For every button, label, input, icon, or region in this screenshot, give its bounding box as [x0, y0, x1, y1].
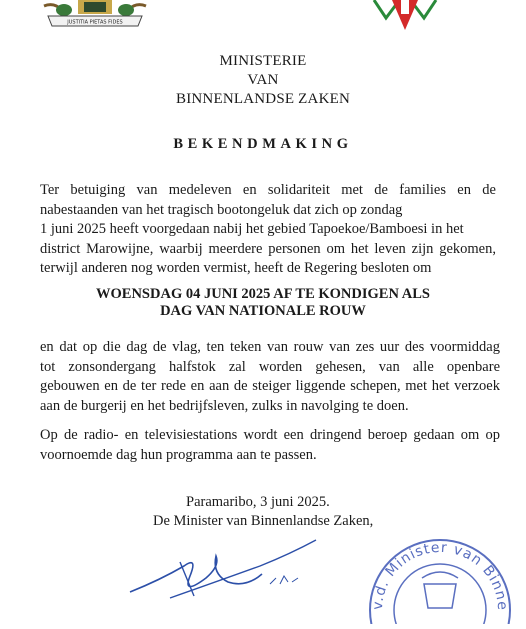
flag-line: gebouwen en de ter rede en aan de steiger liggende schepen, met het verzoek: [40, 378, 500, 394]
flag-line: aan de burgerij en het bedrijfsleven, zulks in navolging te doen.: [40, 397, 409, 414]
intro-line: 1 juni 2025 heeft voorgedaan nabij het gebied Tapoekoe/Bamboesi in het: [40, 221, 464, 237]
svg-text:JUSTITIA PIETAS FIDES: JUSTITIA PIETAS FIDES: [67, 19, 123, 26]
announcement: [0, 286, 526, 320]
handwritten-signature: [120, 526, 340, 600]
minister-title: De Minister van Binnenlandse Zaken,: [153, 513, 374, 529]
official-stamp: [360, 514, 520, 624]
ministry-logo: [372, 0, 438, 32]
flag-line: tot zonsondergang halfstok zal worden gehesen, van alle openbare: [40, 358, 500, 375]
flag-line: en dat op die dag de vlag, ten teken van rouw van zes uur des voormiddag: [40, 339, 500, 355]
coat-of-arms-emblem: [40, 0, 150, 34]
svg-text:v.d. Minister van Binnenlandse: [360, 514, 510, 611]
ministry-line-3: BINNENLANDSE ZAKEN: [176, 91, 350, 107]
intro-line: nabestaanden van het tragisch bootongeluk dat zich op zondag: [40, 201, 403, 218]
ministry-name: [0, 52, 526, 109]
announcement-line-2: DAG VAN NATIONALE ROUW: [160, 303, 366, 319]
broadcast-line: Op de radio- en televisiestations wordt een dringend beroep gedaan om op: [40, 427, 500, 443]
broadcast-paragraph: [40, 426, 500, 465]
intro-line: Ter betuiging van medeleven en solidariteit met de families en de: [40, 182, 496, 198]
intro-line: terwijl anderen nog worden vermist, heeft de Regering besloten om: [40, 260, 432, 276]
broadcast-line: voornoemde dag hun programma aan te passen.: [40, 446, 317, 463]
flag-paragraph: [40, 338, 500, 416]
place-date: Paramaribo, 3 juni 2025.: [186, 494, 330, 510]
intro-paragraph: [40, 181, 496, 279]
stamp-text: v.d. Minister van Binne: [369, 539, 511, 612]
document-heading: BEKENDMAKING: [173, 136, 353, 152]
ministry-line-2: VAN: [247, 72, 279, 88]
announcement-line-1: WOENSDAG 04 JUNI 2025 AF TE KONDIGEN ALS: [96, 286, 430, 302]
intro-line: district Marowijne, waarbij meerdere personen om het leven zijn gekomen,: [40, 240, 496, 257]
ministry-line-1: MINISTERIE: [219, 53, 307, 69]
